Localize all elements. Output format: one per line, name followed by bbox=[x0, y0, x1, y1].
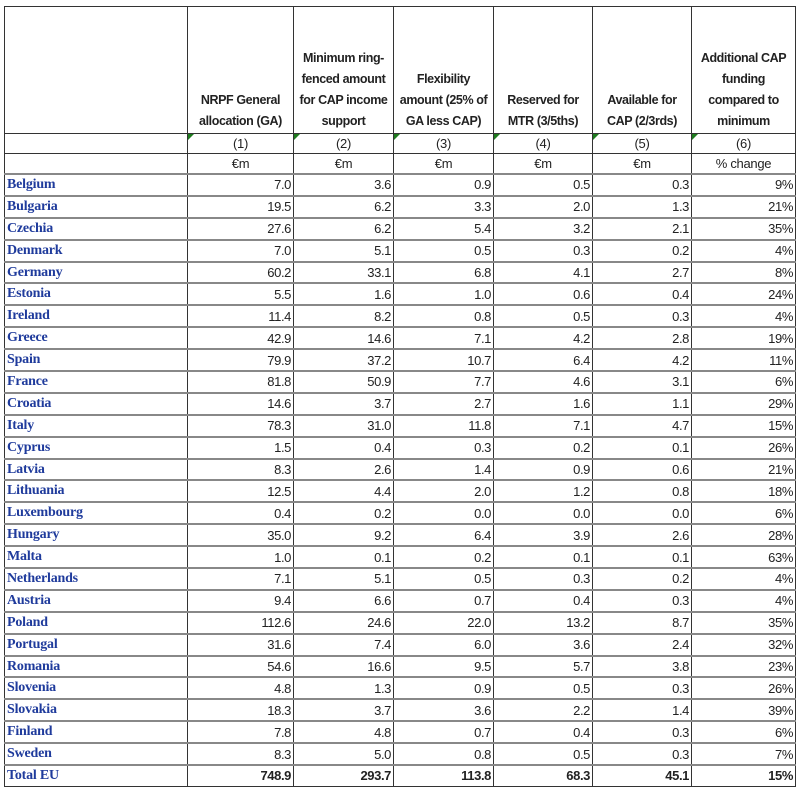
cell-value: 35% bbox=[692, 612, 796, 634]
cell-value: 12.5 bbox=[188, 480, 294, 502]
cell-value: 748.9 bbox=[188, 765, 294, 786]
total-row bbox=[5, 765, 796, 786]
cell-value: 1.6 bbox=[494, 393, 593, 415]
table-row bbox=[5, 415, 796, 437]
cell-value: 6% bbox=[692, 721, 796, 743]
cell-value: 4.2 bbox=[593, 349, 692, 371]
cell-value: 11.4 bbox=[188, 305, 294, 327]
cell-value: 2.4 bbox=[593, 634, 692, 656]
cell-value: 15% bbox=[692, 765, 796, 786]
cell-value: 2.7 bbox=[394, 393, 494, 415]
table-row bbox=[5, 240, 796, 262]
comment-indicator-icon bbox=[294, 134, 300, 140]
country-name: Romania bbox=[5, 656, 188, 678]
cell-value: 0.5 bbox=[494, 677, 593, 699]
cell-value: 0.7 bbox=[394, 590, 494, 612]
table-row bbox=[5, 327, 796, 349]
cell-value: 9.2 bbox=[294, 524, 394, 546]
country-name: Latvia bbox=[5, 459, 188, 481]
cell-value: 4% bbox=[692, 240, 796, 262]
country-name: Czechia bbox=[5, 218, 188, 240]
cell-value: 8.3 bbox=[188, 459, 294, 481]
cell-value: 6.0 bbox=[394, 634, 494, 656]
cell-value: 18% bbox=[692, 480, 796, 502]
cell-value: 0.2 bbox=[593, 240, 692, 262]
cell-value: 3.1 bbox=[593, 371, 692, 393]
column-number-text: (3) bbox=[436, 136, 451, 151]
cell-value: 9.4 bbox=[188, 590, 294, 612]
cell-value: 0.5 bbox=[494, 305, 593, 327]
cell-value: 4.8 bbox=[294, 721, 394, 743]
cell-value: 3.7 bbox=[294, 393, 394, 415]
column-number bbox=[494, 134, 593, 154]
cell-value: 3.3 bbox=[394, 196, 494, 218]
cell-value: 1.3 bbox=[294, 677, 394, 699]
cell-value: 0.6 bbox=[494, 283, 593, 305]
country-name: Poland bbox=[5, 612, 188, 634]
cell-value: 10.7 bbox=[394, 349, 494, 371]
cell-value: 1.1 bbox=[593, 393, 692, 415]
table-row bbox=[5, 656, 796, 678]
table-row bbox=[5, 305, 796, 327]
column-header: Available for CAP (2/3rds) bbox=[593, 7, 692, 134]
cell-value: 2.8 bbox=[593, 327, 692, 349]
table-row bbox=[5, 196, 796, 218]
cell-value: 3.7 bbox=[294, 699, 394, 721]
cell-value: 4.7 bbox=[593, 415, 692, 437]
cell-value: 6.8 bbox=[394, 262, 494, 284]
cell-value: 18.3 bbox=[188, 699, 294, 721]
cell-value: 63% bbox=[692, 546, 796, 568]
cell-value: 6.6 bbox=[294, 590, 394, 612]
comment-indicator-icon bbox=[692, 134, 698, 140]
cell-value: 0.1 bbox=[494, 546, 593, 568]
table-row bbox=[5, 568, 796, 590]
cell-value: 113.8 bbox=[394, 765, 494, 786]
cell-value: 5.4 bbox=[394, 218, 494, 240]
column-header: Reserved for MTR (3/5ths) bbox=[494, 7, 593, 134]
country-name: Spain bbox=[5, 349, 188, 371]
column-number-text: (4) bbox=[535, 136, 551, 151]
country-name: Belgium bbox=[5, 174, 188, 196]
country-name: Portugal bbox=[5, 634, 188, 656]
column-unit: % change bbox=[692, 154, 796, 175]
cell-value: 1.0 bbox=[394, 283, 494, 305]
cell-value: 5.5 bbox=[188, 283, 294, 305]
comment-indicator-icon bbox=[394, 134, 400, 140]
cell-value: 3.6 bbox=[394, 699, 494, 721]
cell-value: 5.0 bbox=[294, 743, 394, 765]
cell-value: 0.5 bbox=[494, 743, 593, 765]
cell-value: 6.4 bbox=[394, 524, 494, 546]
cell-value: 6% bbox=[692, 502, 796, 524]
column-number bbox=[188, 134, 294, 154]
cell-value: 15% bbox=[692, 415, 796, 437]
column-number-text: (6) bbox=[736, 136, 751, 151]
cell-value: 0.2 bbox=[494, 437, 593, 459]
cell-value: 1.3 bbox=[593, 196, 692, 218]
cell-value: 5.7 bbox=[494, 656, 593, 678]
cell-value: 0.3 bbox=[593, 590, 692, 612]
country-name: Total EU bbox=[5, 765, 188, 786]
cell-value: 0.4 bbox=[494, 590, 593, 612]
cell-value: 0.3 bbox=[494, 240, 593, 262]
cell-value: 0.7 bbox=[394, 721, 494, 743]
cell-value: 0.9 bbox=[394, 174, 494, 196]
cell-value: 0.9 bbox=[494, 459, 593, 481]
table-row bbox=[5, 524, 796, 546]
cell-value: 13.2 bbox=[494, 612, 593, 634]
cell-value: 9.5 bbox=[394, 656, 494, 678]
cell-value: 2.0 bbox=[494, 196, 593, 218]
cell-value: 1.5 bbox=[188, 437, 294, 459]
country-name: Slovakia bbox=[5, 699, 188, 721]
country-name: Ireland bbox=[5, 305, 188, 327]
cell-value: 7.0 bbox=[188, 174, 294, 196]
cell-value: 8.3 bbox=[188, 743, 294, 765]
cell-value: 0.2 bbox=[593, 568, 692, 590]
table-row bbox=[5, 459, 796, 481]
column-number bbox=[394, 134, 494, 154]
cell-value: 1.6 bbox=[294, 283, 394, 305]
country-name: Austria bbox=[5, 590, 188, 612]
cell-value: 29% bbox=[692, 393, 796, 415]
cell-value: 2.0 bbox=[394, 480, 494, 502]
table-row bbox=[5, 262, 796, 284]
table-row bbox=[5, 590, 796, 612]
country-name: Denmark bbox=[5, 240, 188, 262]
cell-value: 0.1 bbox=[593, 437, 692, 459]
column-header: Minimum ring-fenced amount for CAP income support bbox=[294, 7, 394, 134]
cell-value: 0.4 bbox=[494, 721, 593, 743]
cell-value: 81.8 bbox=[188, 371, 294, 393]
cell-value: 2.1 bbox=[593, 218, 692, 240]
table-row bbox=[5, 743, 796, 765]
cell-value: 19% bbox=[692, 327, 796, 349]
cell-value: 4.2 bbox=[494, 327, 593, 349]
column-header: Flexibility amount (25% of GA less CAP) bbox=[394, 7, 494, 134]
cell-value: 4% bbox=[692, 590, 796, 612]
table-row bbox=[5, 218, 796, 240]
country-name: Germany bbox=[5, 262, 188, 284]
column-unit: €m bbox=[188, 154, 294, 175]
cell-value: 2.6 bbox=[593, 524, 692, 546]
cell-value: 9% bbox=[692, 174, 796, 196]
cell-value: 11% bbox=[692, 349, 796, 371]
country-name: Slovenia bbox=[5, 677, 188, 699]
cell-value: 79.9 bbox=[188, 349, 294, 371]
cell-value: 45.1 bbox=[593, 765, 692, 786]
column-header: Additional CAP funding compared to minimum bbox=[692, 7, 796, 134]
column-unit: €m bbox=[494, 154, 593, 175]
country-name: Sweden bbox=[5, 743, 188, 765]
cell-value: 16.6 bbox=[294, 656, 394, 678]
cell-value: 0.0 bbox=[494, 502, 593, 524]
cell-value: 0.3 bbox=[593, 174, 692, 196]
cell-value: 7.1 bbox=[494, 415, 593, 437]
table-row bbox=[5, 437, 796, 459]
cell-value: 4.6 bbox=[494, 371, 593, 393]
table-row bbox=[5, 721, 796, 743]
cell-value: 8.7 bbox=[593, 612, 692, 634]
cell-value: 0.2 bbox=[394, 546, 494, 568]
cell-value: 37.2 bbox=[294, 349, 394, 371]
cell-value: 2.2 bbox=[494, 699, 593, 721]
table-row bbox=[5, 283, 796, 305]
cell-value: 0.0 bbox=[593, 502, 692, 524]
unit-row bbox=[5, 154, 796, 175]
cell-value: 0.3 bbox=[593, 677, 692, 699]
header-row bbox=[5, 7, 796, 134]
cell-value: 39% bbox=[692, 699, 796, 721]
country-name: France bbox=[5, 371, 188, 393]
cell-value: 21% bbox=[692, 459, 796, 481]
country-name: Croatia bbox=[5, 393, 188, 415]
country-name: Netherlands bbox=[5, 568, 188, 590]
table-body bbox=[5, 174, 796, 786]
column-number bbox=[593, 134, 692, 154]
cell-value: 4% bbox=[692, 568, 796, 590]
cell-value: 0.4 bbox=[593, 283, 692, 305]
column-number-text: (1) bbox=[233, 136, 248, 151]
country-name: Finland bbox=[5, 721, 188, 743]
cell-value: 21% bbox=[692, 196, 796, 218]
cell-value: 0.6 bbox=[593, 459, 692, 481]
cell-value: 0.4 bbox=[294, 437, 394, 459]
cell-value: 293.7 bbox=[294, 765, 394, 786]
cap-funding-table bbox=[4, 6, 796, 787]
table-row bbox=[5, 349, 796, 371]
cell-value: 0.1 bbox=[593, 546, 692, 568]
column-number-text: (5) bbox=[634, 136, 650, 151]
cell-value: 7.8 bbox=[188, 721, 294, 743]
comment-indicator-icon bbox=[593, 134, 599, 140]
cell-value: 0.5 bbox=[394, 240, 494, 262]
cell-value: 32% bbox=[692, 634, 796, 656]
column-number-row bbox=[5, 134, 796, 154]
cell-value: 54.6 bbox=[188, 656, 294, 678]
cell-value: 23% bbox=[692, 656, 796, 678]
table-row bbox=[5, 699, 796, 721]
table-row bbox=[5, 677, 796, 699]
cell-value: 33.1 bbox=[294, 262, 394, 284]
cell-value: 7.7 bbox=[394, 371, 494, 393]
cell-value: 6.2 bbox=[294, 196, 394, 218]
cell-value: 0.1 bbox=[294, 546, 394, 568]
cell-value: 3.6 bbox=[294, 174, 394, 196]
cell-value: 24% bbox=[692, 283, 796, 305]
cell-value: 35.0 bbox=[188, 524, 294, 546]
cell-value: 0.9 bbox=[394, 677, 494, 699]
cell-value: 0.8 bbox=[394, 743, 494, 765]
table-row bbox=[5, 546, 796, 568]
cell-value: 1.2 bbox=[494, 480, 593, 502]
cell-value: 31.0 bbox=[294, 415, 394, 437]
country-name: Hungary bbox=[5, 524, 188, 546]
table-row bbox=[5, 502, 796, 524]
comment-indicator-icon bbox=[494, 134, 500, 140]
table-row bbox=[5, 634, 796, 656]
cell-value: 0.4 bbox=[188, 502, 294, 524]
cell-value: 14.6 bbox=[294, 327, 394, 349]
cell-value: 3.2 bbox=[494, 218, 593, 240]
cell-value: 0.8 bbox=[593, 480, 692, 502]
column-number bbox=[294, 134, 394, 154]
cell-value: 31.6 bbox=[188, 634, 294, 656]
cell-value: 5.1 bbox=[294, 240, 394, 262]
column-number-text: (2) bbox=[336, 136, 351, 151]
column-number bbox=[5, 134, 188, 154]
cell-value: 0.3 bbox=[593, 305, 692, 327]
column-unit: €m bbox=[394, 154, 494, 175]
column-unit: €m bbox=[593, 154, 692, 175]
cell-value: 78.3 bbox=[188, 415, 294, 437]
column-header bbox=[5, 7, 188, 134]
cell-value: 3.6 bbox=[494, 634, 593, 656]
cell-value: 6% bbox=[692, 371, 796, 393]
cell-value: 22.0 bbox=[394, 612, 494, 634]
table-row bbox=[5, 480, 796, 502]
column-header: NRPF General allocation (GA) bbox=[188, 7, 294, 134]
cell-value: 26% bbox=[692, 677, 796, 699]
cell-value: 27.6 bbox=[188, 218, 294, 240]
cell-value: 11.8 bbox=[394, 415, 494, 437]
table-row bbox=[5, 174, 796, 196]
cell-value: 112.6 bbox=[188, 612, 294, 634]
column-number bbox=[692, 134, 796, 154]
cell-value: 2.6 bbox=[294, 459, 394, 481]
cell-value: 7.4 bbox=[294, 634, 394, 656]
cell-value: 60.2 bbox=[188, 262, 294, 284]
cell-value: 14.6 bbox=[188, 393, 294, 415]
country-name: Malta bbox=[5, 546, 188, 568]
table-row bbox=[5, 393, 796, 415]
cell-value: 7.1 bbox=[394, 327, 494, 349]
table-row bbox=[5, 371, 796, 393]
cell-value: 0.3 bbox=[593, 721, 692, 743]
country-name: Italy bbox=[5, 415, 188, 437]
cell-value: 0.5 bbox=[394, 568, 494, 590]
cell-value: 35% bbox=[692, 218, 796, 240]
cell-value: 2.7 bbox=[593, 262, 692, 284]
cell-value: 4.8 bbox=[188, 677, 294, 699]
cell-value: 26% bbox=[692, 437, 796, 459]
column-unit bbox=[5, 154, 188, 175]
cell-value: 7.1 bbox=[188, 568, 294, 590]
cell-value: 0.3 bbox=[394, 437, 494, 459]
country-name: Greece bbox=[5, 327, 188, 349]
column-unit: €m bbox=[294, 154, 394, 175]
cell-value: 8% bbox=[692, 262, 796, 284]
cell-value: 0.3 bbox=[593, 743, 692, 765]
cell-value: 3.9 bbox=[494, 524, 593, 546]
cell-value: 0.2 bbox=[294, 502, 394, 524]
cell-value: 24.6 bbox=[294, 612, 394, 634]
country-name: Cyprus bbox=[5, 437, 188, 459]
cell-value: 0.3 bbox=[494, 568, 593, 590]
cell-value: 1.4 bbox=[593, 699, 692, 721]
table-row bbox=[5, 612, 796, 634]
cell-value: 50.9 bbox=[294, 371, 394, 393]
country-name: Luxembourg bbox=[5, 502, 188, 524]
cell-value: 5.1 bbox=[294, 568, 394, 590]
cell-value: 19.5 bbox=[188, 196, 294, 218]
cell-value: 28% bbox=[692, 524, 796, 546]
cell-value: 4% bbox=[692, 305, 796, 327]
cell-value: 0.8 bbox=[394, 305, 494, 327]
cell-value: 4.1 bbox=[494, 262, 593, 284]
cell-value: 4.4 bbox=[294, 480, 394, 502]
cell-value: 7% bbox=[692, 743, 796, 765]
cell-value: 6.2 bbox=[294, 218, 394, 240]
country-name: Bulgaria bbox=[5, 196, 188, 218]
cell-value: 3.8 bbox=[593, 656, 692, 678]
cell-value: 1.4 bbox=[394, 459, 494, 481]
comment-indicator-icon bbox=[188, 134, 194, 140]
cell-value: 68.3 bbox=[494, 765, 593, 786]
cell-value: 6.4 bbox=[494, 349, 593, 371]
cell-value: 0.5 bbox=[494, 174, 593, 196]
country-name: Lithuania bbox=[5, 480, 188, 502]
cell-value: 1.0 bbox=[188, 546, 294, 568]
cell-value: 8.2 bbox=[294, 305, 394, 327]
cell-value: 42.9 bbox=[188, 327, 294, 349]
cell-value: 7.0 bbox=[188, 240, 294, 262]
cell-value: 0.0 bbox=[394, 502, 494, 524]
country-name: Estonia bbox=[5, 283, 188, 305]
